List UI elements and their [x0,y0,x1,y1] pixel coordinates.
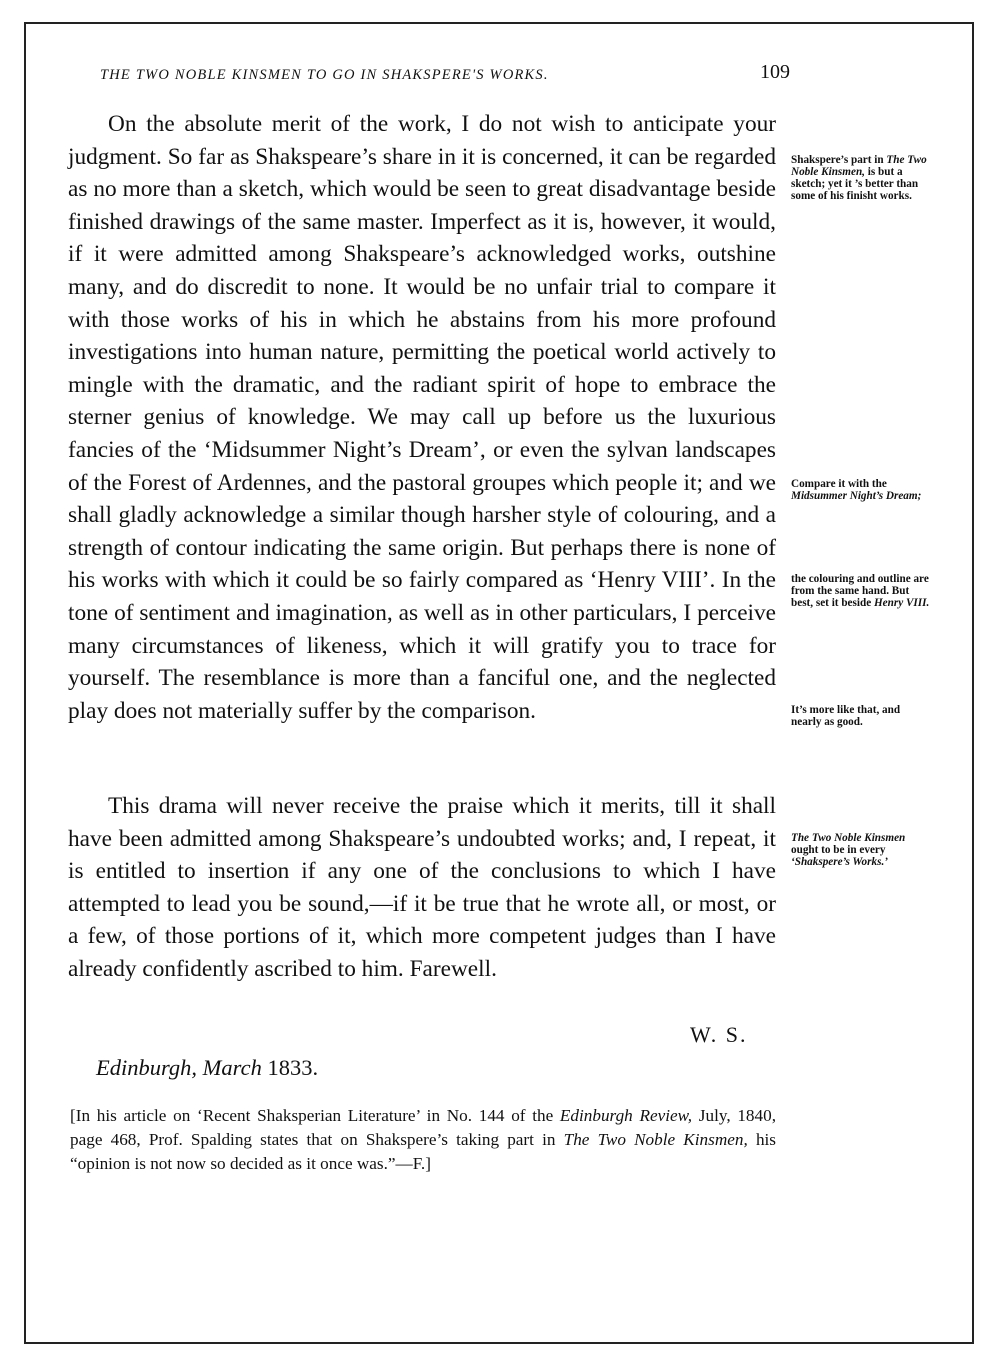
margin-note-5-c: ‘Shakspere’s Works.’ [791,856,888,868]
margin-note-1 [791,154,931,202]
margin-note-5 [791,832,931,868]
margin-note-5-a: The Two Noble Kinsmen [791,832,906,844]
paragraph-2 [68,790,776,986]
place: Edinburgh, March [96,1055,262,1080]
margin-note-4-a: It’s more like that, and nearly as good. [791,704,901,728]
year: 1833. [267,1055,319,1080]
editor-footnote [70,1104,776,1176]
paragraph-1-text: On the absolute merit of the work, I do not wish to anticipate your judgment. So far as Shakspeare’s share in it is concerned, it can be regarded as no more than a sketch, which would be seen to great disadvantage beside finished drawings of the same master. Imperfect as it is, however, it would, if it were admitted among Shakspeare’s acknowledged works, outshine many, and do discredit to none. It would be no unfair trial to compare it with those works of his in which he abstains from his more profound investigations into human nature, permitting the poetical world actively to mingle with the dramatic, and the radiant spirit of hope to embrace the sterner genius of knowledge. We may call up before us the luxurious fancies of the ‘Midsummer Night’s Dream’, or even the sylvan landscapes of the Forest of Ardennes, and the pastoral groupes which people it; and we shall gladly acknowledge a similar though harsher style of colouring, and a strength of contour indicating the same origin. But perhaps there is none of his works with which it could be so fairly compared as ‘Henry VIII’. In the tone of sentiment and imagination, as well as in other particulars, I perceive many circumstances of likeness, which it will gratify you to trace for yourself. The resemblance is more than a fanciful one, and the neglected play does not materially suffer by the comparison. [68,111,776,724]
paragraph-2-text: This drama will never receive the praise which it merits, till it shall have been admitted among Shakspeare’s undoubted works; and, I repeat, it is entitled to insertion if any one of the conclusions to which I have attempted to lead you be sound,—if it be true that he wrote all, or most, or a few, of those portions of it, which more competent judges than I have already confidently ascribed to him. Farewell. [68,793,776,982]
margin-note-3-a: the colouring and outline are from the same hand. But best, set it beside [791,573,929,609]
footnote-review: Edinburgh Review, [559,1106,693,1125]
margin-note-1-b: The Two Noble Kinsmen, [791,154,927,178]
margin-note-2 [791,478,931,502]
margin-note-1-a: Shakspere’s part in [791,154,884,166]
footnote-part2: July, 1840, page 468, Prof. Spalding states that on Shakspere’s taking part in [70,1106,776,1149]
place-date [96,1055,318,1081]
margin-note-2-b: Midsummer Night’s Dream; [791,490,922,502]
paragraph-1 [68,108,776,727]
margin-note-4 [791,704,931,728]
signature: W. S. [690,1022,748,1047]
running-header [100,61,790,84]
footnote-part1: [In his article on ‘Recent Shaksperian Literature’ in No. 144 of the [70,1106,554,1125]
running-title: THE TWO NOBLE KINSMEN TO GO IN SHAKSPERE'S WORKS. [100,67,549,83]
margin-note-5-b: ought to be in every [791,844,886,856]
margin-note-3 [791,573,931,609]
margin-note-2-a: Compare it with the [791,478,887,490]
footnote-part3: his “opinion is not now so decided as it once was.”—F.] [70,1130,776,1173]
footnote-play: The Two Noble Kinsmen, [563,1130,748,1149]
page-number: 109 [760,61,790,83]
margin-note-1-c: is but a sketch; yet it ’s better than some of his finisht works. [791,166,919,202]
margin-note-3-b: Henry VIII. [873,597,930,609]
